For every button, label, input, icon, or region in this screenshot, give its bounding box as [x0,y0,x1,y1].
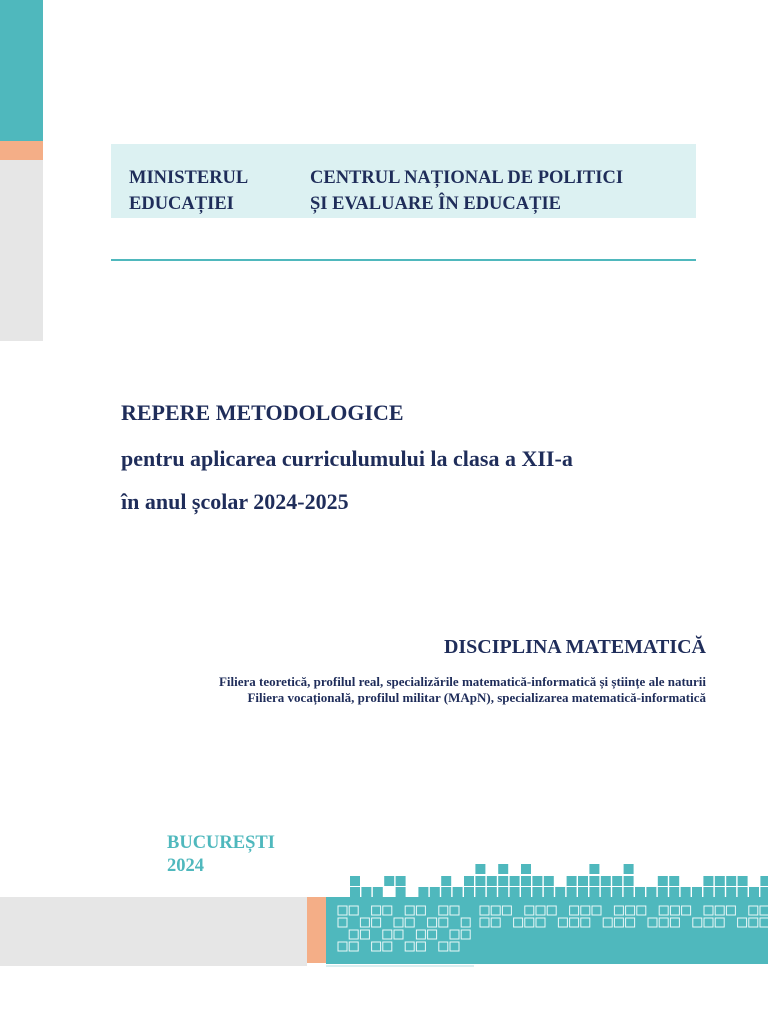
pattern-tile [487,876,497,886]
pattern-tile [396,887,406,897]
pattern-tile [350,876,360,886]
pattern-tile [521,864,531,874]
pattern-tile [578,887,588,897]
center-line-1: CENTRUL NAȚIONAL DE POLITICI [310,168,624,188]
pattern-tile [738,876,748,886]
pattern-tile [760,876,768,886]
city-name: BUCUREȘTI [167,833,275,853]
pattern-tile [635,887,645,897]
pattern-tile [715,887,725,897]
footer-teal-band [326,897,768,964]
pattern-tile [738,887,748,897]
decor-teal-strip [0,0,43,141]
document-subtitle: pentru aplicarea curriculumului la clasa a XII-a [121,446,573,471]
institution-header [111,144,696,218]
pattern-tile [760,887,768,897]
pattern-tile [749,887,759,897]
pattern-tile [430,887,440,897]
track-line-1: Filiera teoretică, profilul real, specializările matematică-informatică și științe ale naturii [218,674,706,689]
pattern-tile [418,887,428,897]
pattern-tile [669,876,679,886]
pattern-tile [726,887,736,897]
pattern-tile [350,887,360,897]
pattern-tile [601,876,611,886]
pattern-tile [624,887,634,897]
pattern-tile [396,876,406,886]
pattern-tile [384,876,394,886]
pattern-tile [544,876,554,886]
decor-gray-strip [0,160,43,341]
center-name [310,165,623,217]
pattern-tile [475,864,485,874]
pattern-tile [601,887,611,897]
pattern-tile [589,876,599,886]
pattern-tile [715,876,725,886]
publication-year: 2024 [167,856,204,876]
pattern-tile [510,876,520,886]
center-line-2: ȘI EVALUARE ÎN EDUCAȚIE [310,194,562,214]
header-divider [111,259,696,261]
pattern-tile [612,876,622,886]
discipline-heading: DISCIPLINA MATEMATICĂ [443,636,706,658]
pattern-tile [624,864,634,874]
footer-gray-band [0,897,307,966]
pattern-tile [658,887,668,897]
pattern-tile [726,876,736,886]
pattern-tile [464,887,474,897]
pattern-tile [361,887,371,897]
pattern-tile [521,876,531,886]
pattern-tile [703,887,713,897]
pattern-tile [624,876,634,886]
pattern-tile [544,887,554,897]
pattern-tile [510,887,520,897]
pattern-tile [567,876,577,886]
ministry-line-2: EDUCAȚIEI [129,194,234,214]
pattern-tile [658,876,668,886]
pattern-tile [646,887,656,897]
pattern-tile [464,876,474,886]
pattern-tile [669,887,679,897]
pattern-tile [532,876,542,886]
pattern-tile [692,887,702,897]
pattern-tile [487,887,497,897]
pattern-tile [612,887,622,897]
pattern-tile [521,887,531,897]
pattern-tile [578,876,588,886]
pattern-tile [453,887,463,897]
pattern-tile [567,887,577,897]
pattern-tile [703,876,713,886]
pattern-tile [498,864,508,874]
decor-orange-strip [0,141,43,160]
pattern-tile [589,864,599,874]
pattern-tile [555,887,565,897]
school-year: în anul școlar 2024-2025 [121,489,349,514]
pattern-tile [441,876,451,886]
document-title: REPERE METODOLOGICE [121,400,404,425]
pattern-tile [498,887,508,897]
pattern-tile [475,876,485,886]
pattern-tile [373,887,383,897]
ministry-name [129,165,248,217]
pattern-tile [441,887,451,897]
pattern-tile [681,887,691,897]
footer-orange-band [307,897,326,963]
pattern-tile [498,876,508,886]
footer-thin-line [326,965,474,967]
pattern-tile [589,887,599,897]
track-line-2: Filiera vocațională, profilul militar (MApN), specializarea matematică-informatică [247,690,706,705]
pattern-tile [475,887,485,897]
pattern-tile [532,887,542,897]
ministry-line-1: MINISTERUL [129,168,249,188]
